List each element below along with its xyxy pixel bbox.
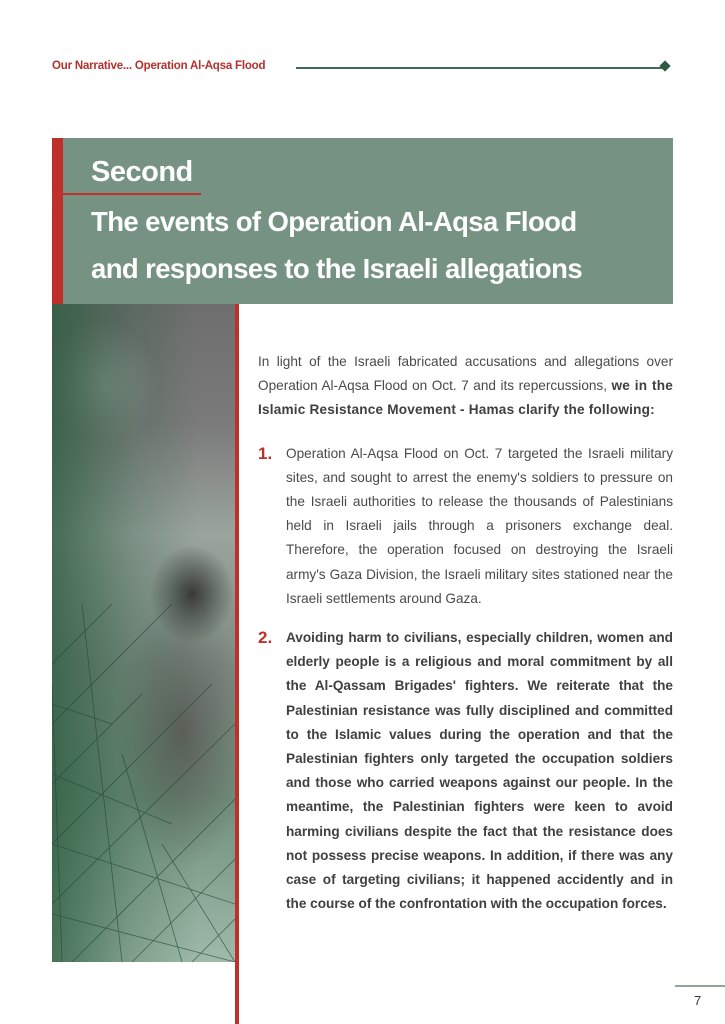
section-heading-line-2: and responses to the Israeli allegations	[91, 253, 583, 284]
list-item-text: Avoiding harm to civilians, especially children, women and elderly people is a religious and moral commitment by all the Al-Qassam Brigades' fighters. We reiterate that the Palestinian resistance was fully disciplined and committed to the Islamic values during the operation and that the Palestinian fighters only targeted the occupation soldiers and those who carried weapons against our people. In the meantime, the Palestinian fighters were keen to avoid harming civilians despite the fact that the resistance does not possess precise weapons. In addition, if there was any case of targeting civilians; it happened accidently and in the course of the confrontation with the occupation forces.	[286, 630, 673, 912]
title-accent-bar	[52, 138, 63, 304]
section-heading	[91, 198, 671, 292]
net-grid-pattern	[52, 304, 235, 962]
list-item-number: 2.	[258, 628, 273, 648]
header-rule	[296, 67, 664, 69]
section-kicker: Second	[91, 156, 193, 188]
fighter-photo	[52, 304, 235, 962]
page-number: 7	[694, 993, 702, 1008]
running-header-title: Our Narrative... Operation Al-Aqsa Flood	[52, 60, 266, 72]
diamond-icon	[659, 60, 670, 71]
body-content	[258, 350, 673, 916]
kicker-underline	[63, 193, 201, 195]
running-header	[52, 58, 674, 74]
vertical-accent-line	[235, 304, 239, 1024]
list-item	[258, 442, 673, 611]
list-item	[258, 626, 673, 916]
section-title-box	[52, 138, 673, 304]
list-item-number: 1.	[258, 443, 273, 463]
section-heading-line-1: The events of Operation Al-Aqsa Flood	[91, 206, 577, 237]
intro-text: In light of the Israeli fabricated accusations and allegations over Operation Al-Aqsa Flood on Oct. 7 and its repercussions,	[258, 354, 673, 394]
list-item-text: Operation Al-Aqsa Flood on Oct. 7 targeted the Israeli military sites, and sought to arrest the enemy's soldiers to pressure on the Israeli authorities to release the thousands of Palestinians held in Israeli jails through a prisoners exchange deal. Therefore, the operation focused on destroying the Israeli army's Gaza Division, the Israeli military sites stationed near the Israeli settlements around Gaza.	[286, 445, 673, 606]
footer-rule	[675, 985, 725, 987]
intro-emphasis: we in the Islamic Resistance Movement - Hamas clarify the following:	[258, 378, 673, 418]
intro-paragraph	[258, 350, 673, 423]
